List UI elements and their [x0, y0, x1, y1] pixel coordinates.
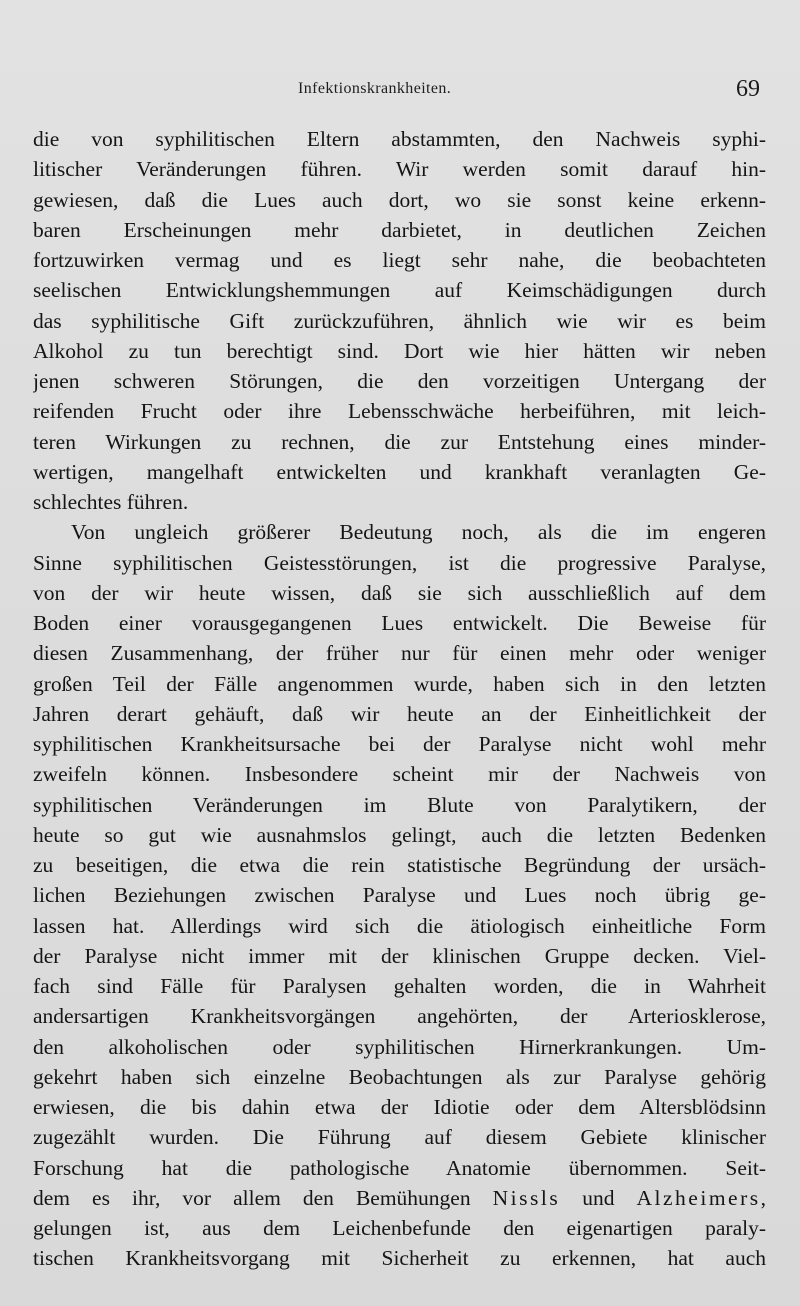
text-line: diesen Zusammenhang, der früher nur für einen mehr oder weniger [33, 641, 766, 666]
text-line: zweifeln können. Insbesondere scheint mir der Nachweis von [33, 762, 766, 787]
body-text [33, 124, 766, 1274]
text-line: gelungen ist, aus dem Leichenbefunde den eigenartigen paraly- [33, 1216, 766, 1240]
line-text-before: dem es ihr, vor allem den Bemühungen [33, 1185, 493, 1210]
text-line: Forschung hat die pathologische Anatomie übernommen. Seit- [33, 1155, 766, 1180]
text-line: syphilitischen Veränderungen im Blute von Paralytikern, der [33, 792, 766, 817]
text-line: gewiesen, daß die Lues auch dort, wo sie sonst keine erkenn- [33, 187, 766, 212]
text-line: tischen Krankheitsvorgang mit Sicherheit zu erkennen, hat auch [33, 1246, 766, 1271]
text-line: jenen schweren Störungen, die den vorzeitigen Untergang der [33, 369, 766, 393]
text-line: zugezählt wurden. Die Führung auf diesem Gebiete klinischer [33, 1125, 766, 1150]
paragraph-end-line: schlechtes führen. [33, 490, 189, 514]
author-name-nissl: Nissls [492, 1185, 561, 1210]
text-line: syphilitischen Krankheitsursache bei der Paralyse nicht wohl mehr [33, 732, 766, 756]
text-line: die von syphilitischen Eltern abstammten, den Nachweis syphi- [33, 127, 766, 151]
text-line: seelischen Entwicklungshemmungen auf Keimschädigungen durch [33, 278, 766, 303]
text-line: reifenden Frucht oder ihre Lebensschwäche herbeiführen, mit leich- [33, 399, 766, 424]
paragraph-start-line: Von ungleich größerer Bedeutung noch, als die im engeren [71, 520, 766, 545]
text-line: Alkohol zu tun berechtigt sind. Dort wie hier hätten wir neben [33, 338, 766, 363]
text-line: litischer Veränderungen führen. Wir werden somit darauf hin- [33, 157, 766, 182]
text-line: Boden einer vorausgegangenen Lues entwickelt. Die Beweise für [33, 611, 766, 635]
text-line: lassen hat. Allerdings wird sich die ätiologisch einheitliche Form [33, 913, 766, 938]
text-line-with-names [33, 1183, 766, 1213]
text-line: fach sind Fälle für Paralysen gehalten worden, die in Wahrheit [33, 974, 766, 998]
page-number: 69 [736, 76, 760, 102]
text-line: zu beseitigen, die etwa die rein statistische Begründung der ursäch- [33, 853, 766, 877]
running-head: Infektionskrankheiten. [298, 80, 452, 97]
text-line: großen Teil der Fälle angenommen wurde, haben sich in den letzten [33, 671, 766, 696]
text-line: fortzuwirken vermag und es liegt sehr nahe, die beobachteten [33, 248, 766, 272]
text-line: Jahren derart gehäuft, daß wir heute an der Einheitlichkeit der [33, 701, 766, 726]
line-text-mid: und [560, 1185, 637, 1210]
text-line: andersartigen Krankheitsvorgängen angehörten, der Arteriosklerose, [33, 1004, 766, 1029]
text-line: Sinne syphilitischen Geistesstörungen, ist die progressive Paralyse, [33, 550, 766, 575]
text-line: gekehrt haben sich einzelne Beobachtungen als zur Paralyse gehörig [33, 1064, 766, 1089]
text-line: baren Erscheinungen mehr darbietet, in deutlichen Zeichen [33, 217, 766, 242]
page-header [0, 76, 800, 106]
text-line: der Paralyse nicht immer mit der klinischen Gruppe decken. Viel- [33, 943, 766, 968]
text-line: lichen Beziehungen zwischen Paralyse und Lues noch übrig ge- [33, 883, 766, 908]
text-line: das syphilitische Gift zurückzuführen, ähnlich wie wir es beim [33, 308, 766, 333]
text-line: wertigen, mangelhaft entwickelten und krankhaft veranlagten Ge- [33, 459, 766, 484]
text-line: von der wir heute wissen, daß sie sich ausschließlich auf dem [33, 580, 766, 605]
author-name-alzheimer: Alzheimers [636, 1185, 761, 1210]
text-line: den alkoholischen oder syphilitischen Hirnerkrankungen. Um- [33, 1034, 766, 1059]
text-line: heute so gut wie ausnahmslos gelingt, auch die letzten Bedenken [33, 822, 766, 847]
text-line: erwiesen, die bis dahin etwa der Idiotie oder dem Altersblödsinn [33, 1095, 766, 1119]
line-text-after: , [760, 1185, 766, 1210]
text-line: teren Wirkungen zu rechnen, die zur Entstehung eines minder- [33, 429, 766, 454]
